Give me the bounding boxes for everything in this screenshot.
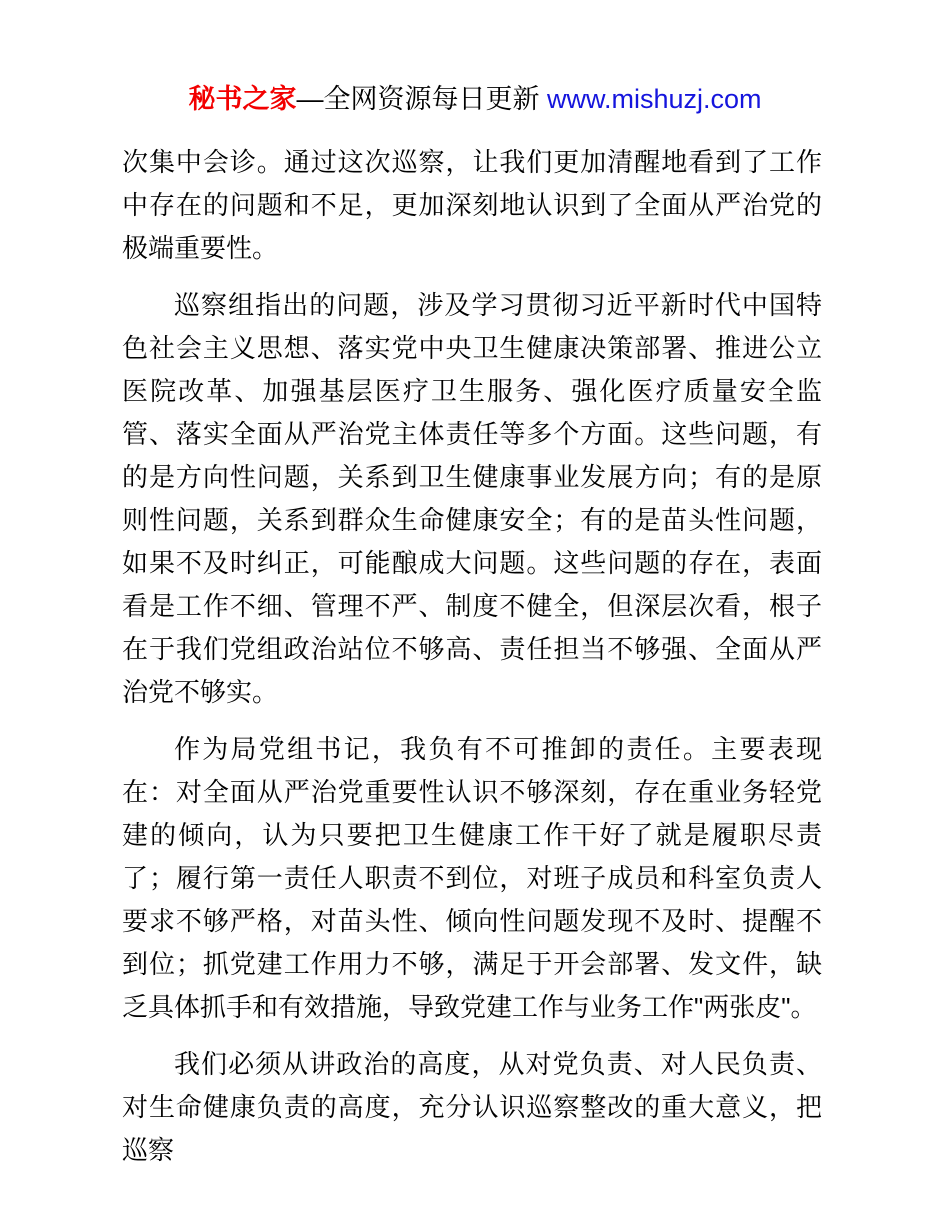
paragraph: 我们必须从讲政治的高度，从对党负责、对人民负责、对生命健康负责的高度，充分认识巡察整改的重大意义，把巡察 [122,1049,822,1165]
page-header [0,82,950,116]
document-body [122,141,822,1172]
site-name: 秘书之家 [188,84,297,114]
paragraph: 次集中会诊。通过这次巡察，让我们更加清醒地看到了工作中存在的问题和不足，更加深刻地认识到了全面从严治党的极端重要性。 [122,147,822,263]
paragraph: 作为局党组书记，我负有不可推卸的责任。主要表现在：对全面从严治党重要性认识不够深刻，存在重业务轻党建的倾向，认为只要把卫生健康工作干好了就是履职尽责了；履行第一责任人职责不到位，对班子成员和科室负责人要求不够严格，对苗头性、倾向性问题发现不及时、提醒不到位；抓党建工作用力不够，满足于开会部署、发文件，缺乏具体抓手和有效措施，导致党建工作与业务工作"两张皮"。 [122,734,822,1022]
paragraph: 巡察组指出的问题，涉及学习贯彻习近平新时代中国特色社会主义思想、落实党中央卫生健康决策部署、推进公立医院改革、加强基层医疗卫生服务、强化医疗质量安全监管、落实全面从严治党主体责任等多个方面。这些问题，有的是方向性问题，关系到卫生健康事业发展方向；有的是原则性问题，关系到群众生命健康安全；有的是苗头性问题，如果不及时纠正，可能酿成大问题。这些问题的存在，表面看是工作不细、管理不严、制度不健全，但深层次看，根子在于我们党组政治站位不够高、责任担当不够强、全面从严治党不够实。 [122,290,822,707]
header-tagline: —全网资源每日更新 [296,84,547,114]
site-url-link[interactable]: www.mishuzj.com [546,84,762,114]
